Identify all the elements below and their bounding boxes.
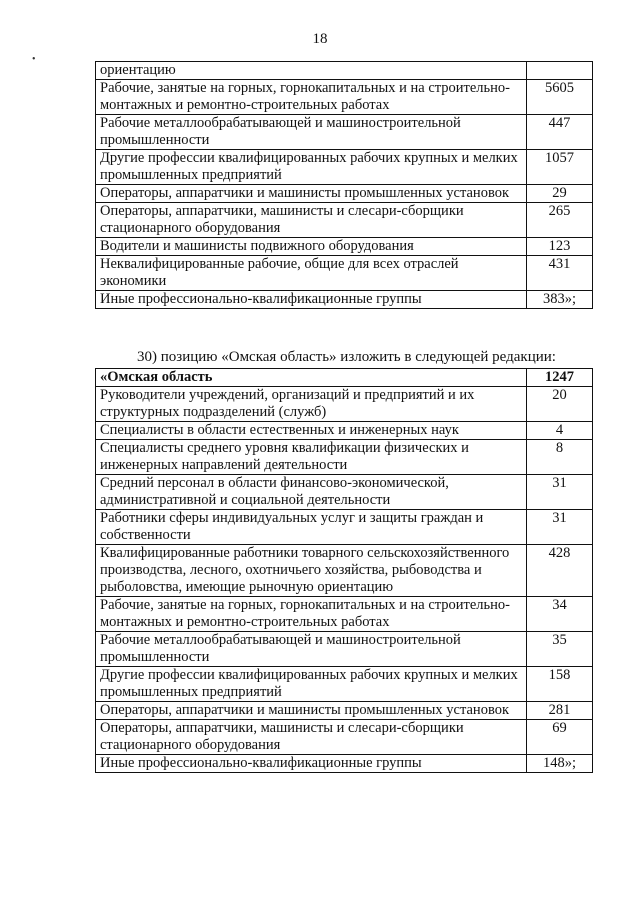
row-label: Руководители учреждений, организаций и предприятий и их структурных подразделений (служб) [96, 387, 527, 422]
row-value: 428 [527, 545, 593, 597]
row-value: 148»; [527, 755, 593, 773]
row-value: 281 [527, 702, 593, 720]
table-row [96, 62, 593, 80]
row-label: Неквалифицированные рабочие, общие для всех отраслей экономики [96, 256, 527, 291]
instruction-text: 30) позицию «Омская область» изложить в следующей редакции: [137, 349, 556, 365]
row-label: Иные профессионально-квалификационные группы [96, 291, 527, 309]
row-label: Рабочие металлообрабатывающей и машиностроительной промышленности [96, 115, 527, 150]
page-number: 18 [312, 31, 328, 47]
table-row [96, 702, 593, 720]
row-label: Операторы, аппаратчики и машинисты промышленных установок [96, 185, 527, 203]
row-label: Водители и машинисты подвижного оборудования [96, 238, 527, 256]
table-row [96, 510, 593, 545]
row-label: Другие профессии квалифицированных рабочих крупных и мелких промышленных предприятий [96, 667, 527, 702]
row-value: 1057 [527, 150, 593, 185]
table-row [96, 475, 593, 510]
table-row [96, 597, 593, 632]
table-row [96, 238, 593, 256]
row-label: ориентацию [96, 62, 527, 80]
row-value: 5605 [527, 80, 593, 115]
region-name: «Омская область [96, 369, 527, 387]
table-row [96, 256, 593, 291]
row-value: 20 [527, 387, 593, 422]
table-row [96, 203, 593, 238]
row-label: Средний персонал в области финансово-экономической, административной и социальной деятельности [96, 475, 527, 510]
row-value: 31 [527, 475, 593, 510]
table-row [96, 545, 593, 597]
row-label: Другие профессии квалифицированных рабочих крупных и мелких промышленных предприятий [96, 150, 527, 185]
row-value: 34 [527, 597, 593, 632]
row-value: 35 [527, 632, 593, 667]
table-header-row [96, 369, 593, 387]
row-value: 31 [527, 510, 593, 545]
row-value: 69 [527, 720, 593, 755]
row-label: Специалисты среднего уровня квалификации физических и инженерных направлений деятельности [96, 440, 527, 475]
row-value: 383»; [527, 291, 593, 309]
table-row [96, 422, 593, 440]
row-value: 4 [527, 422, 593, 440]
row-value: 29 [527, 185, 593, 203]
table-row [96, 632, 593, 667]
table-continued [95, 61, 593, 309]
row-value: 158 [527, 667, 593, 702]
table-row [96, 185, 593, 203]
table-row [96, 80, 593, 115]
table-row [96, 150, 593, 185]
row-label: Операторы, аппаратчики, машинисты и слесари-сборщики стационарного оборудования [96, 203, 527, 238]
row-label: Рабочие, занятые на горных, горнокапитальных и на строительно-монтажных и ремонтно-строительных работах [96, 80, 527, 115]
row-label: Квалифицированные работники товарного сельскохозяйственного производства, лесного, охотничьего хозяйства, рыбоводства и рыболовства, имеющие рыночную ориентацию [96, 545, 527, 597]
row-label: Рабочие, занятые на горных, горнокапитальных и на строительно-монтажных и ремонтно-строительных работах [96, 597, 527, 632]
row-value: 447 [527, 115, 593, 150]
row-value: 265 [527, 203, 593, 238]
table-row [96, 720, 593, 755]
scan-mark: • [32, 54, 36, 65]
row-label: Специалисты в области естественных и инженерных наук [96, 422, 527, 440]
table-row [96, 291, 593, 309]
row-value: 123 [527, 238, 593, 256]
row-value [527, 62, 593, 80]
row-value: 8 [527, 440, 593, 475]
table-row [96, 667, 593, 702]
row-label: Работники сферы индивидуальных услуг и защиты граждан и собственности [96, 510, 527, 545]
region-total: 1247 [527, 369, 593, 387]
row-value: 431 [527, 256, 593, 291]
table-row [96, 755, 593, 773]
table-row [96, 115, 593, 150]
table-row [96, 440, 593, 475]
row-label: Иные профессионально-квалификационные группы [96, 755, 527, 773]
row-label: Рабочие металлообрабатывающей и машиностроительной промышленности [96, 632, 527, 667]
table-omsk-region [95, 368, 593, 773]
row-label: Операторы, аппаратчики и машинисты промышленных установок [96, 702, 527, 720]
row-label: Операторы, аппаратчики, машинисты и слесари-сборщики стационарного оборудования [96, 720, 527, 755]
table-row [96, 387, 593, 422]
